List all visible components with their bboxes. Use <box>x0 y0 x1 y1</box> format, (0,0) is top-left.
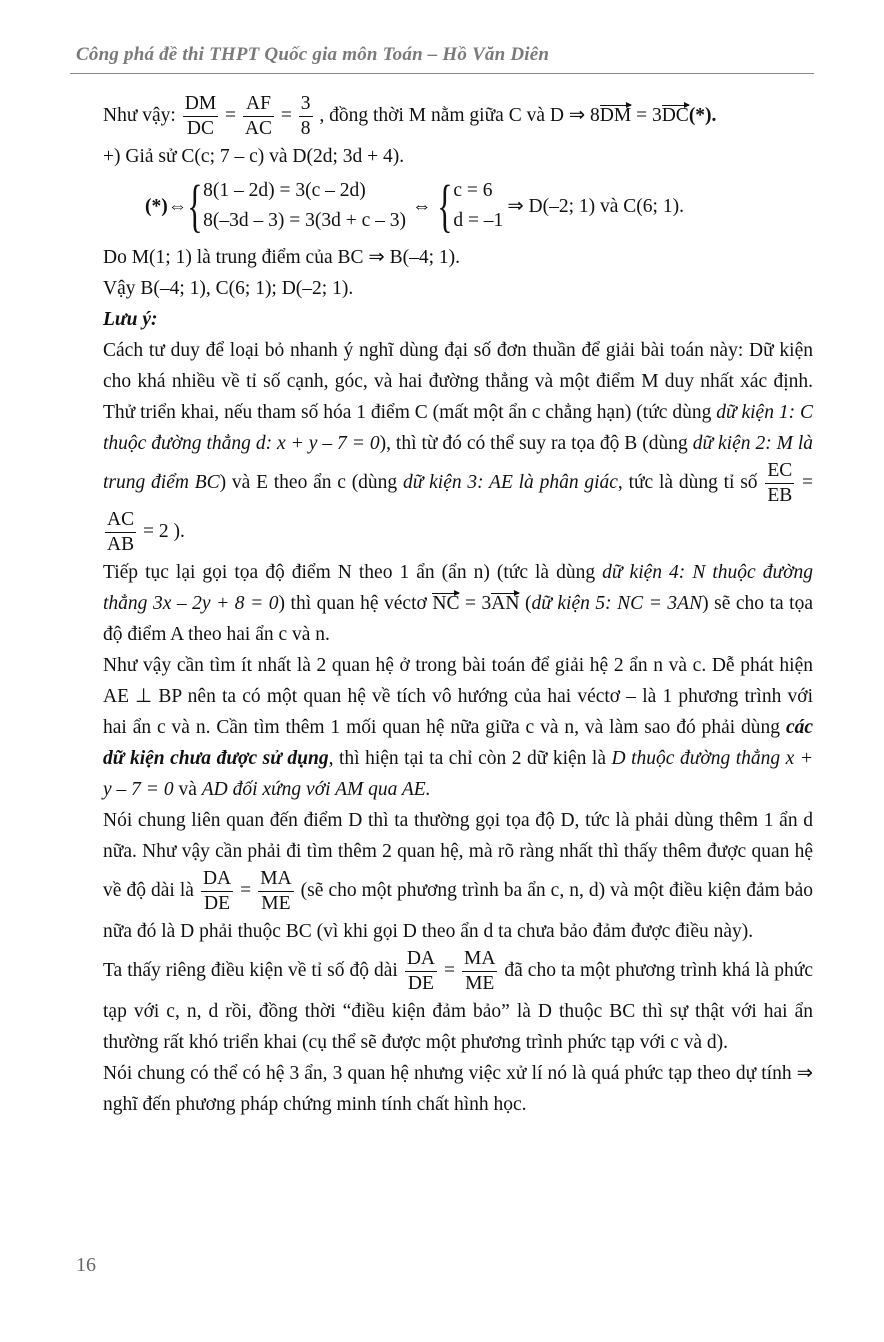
fraction-denominator: DE <box>204 893 231 914</box>
fraction <box>405 947 437 996</box>
emphasized-text: Lưu ý: <box>103 309 158 330</box>
paragraphs-after-system <box>103 242 813 1120</box>
text: Do M(1; 1) là trung điểm của BC ⇒ B(–4; 1). <box>103 247 460 268</box>
fraction-denominator: DE <box>407 973 434 994</box>
fraction-denominator: EB <box>767 485 793 506</box>
text: (sẽ cho một phương trình ba ẩn c, n, d) và một điều kiện đảm bảo nữa đó là D phải thuộc BC (vì khi gọi D theo ẩn d ta chưa bảo đảm được điều này). <box>103 879 813 942</box>
running-header: Công phá đề thi THPT Quốc gia môn Toán – Hồ Văn Diên <box>76 44 550 65</box>
fraction <box>183 92 218 141</box>
paragraph <box>103 805 813 947</box>
system-conclusion: ⇒ D(–2; 1) và C(6; 1). <box>507 195 684 217</box>
fraction-numerator: 3 <box>299 92 313 117</box>
fraction-numerator: EC <box>765 459 794 484</box>
fraction <box>765 459 794 508</box>
text: ), thì từ đó có thể suy ra tọa độ B (dùng <box>379 433 693 454</box>
equation-1: 8(1 – 2d) = 3(c – 2d) <box>203 180 366 201</box>
fraction <box>258 867 293 916</box>
solution-d: d = –1 <box>453 210 504 231</box>
fraction-denominator: 8 <box>300 118 311 139</box>
text: , tức là dùng tỉ số <box>617 471 764 493</box>
text: Cách tư duy để loại bỏ nhanh ý nghĩ dùng đại số đơn thuần để giải bài toán này: Dữ kiện cho khá nhiều về tỉ số cạnh, góc, và hai đường thẳng và một điểm M duy nhất xác định. Thử triển khai, nếu tham số hóa 1 điểm C (mất một ẩn c chẳng hạn) (tức dùng <box>103 340 813 423</box>
text: Vậy B(–4; 1), C(6; 1); D(–2; 1). <box>103 278 354 299</box>
text: = <box>220 104 241 126</box>
emphasized-text: (*). <box>688 104 717 126</box>
equivalence-symbol: ⇔ <box>411 195 432 217</box>
text: = <box>235 879 257 901</box>
fraction-denominator: ME <box>465 973 495 994</box>
fraction-numerator: MA <box>462 947 497 972</box>
emphasized-text: dữ kiện 1: C thuộc đường thẳng d: x + y – 7 = 0 <box>103 402 813 454</box>
paragraph <box>103 947 813 1058</box>
paragraph <box>103 273 813 304</box>
emphasized-text: các dữ kiện chưa được sử dụng <box>103 717 813 769</box>
fraction-denominator: DC <box>186 118 214 139</box>
fraction <box>243 92 274 141</box>
left-brace: { <box>187 173 203 238</box>
text: ) và E theo ẩn c (dùng <box>219 471 403 493</box>
fraction <box>105 508 136 557</box>
fraction-numerator: DM <box>183 92 218 117</box>
fraction-denominator: AC <box>244 118 272 139</box>
paragraph <box>103 92 813 141</box>
fraction-denominator: AB <box>107 534 135 555</box>
fraction-numerator: DA <box>405 947 437 972</box>
vector: DM <box>599 104 632 126</box>
text: = <box>439 959 460 981</box>
paragraph <box>103 141 813 172</box>
fraction <box>462 947 497 996</box>
fraction-denominator: ME <box>261 893 291 914</box>
solution-c: c = 6 <box>453 180 493 201</box>
text: Tiếp tục lại gọi tọa độ điểm N theo 1 ẩn (ẩn n) (tức là dùng <box>103 562 603 583</box>
fraction-numerator: AC <box>105 508 136 533</box>
text: ) sẽ cho ta tọa độ điểm A theo hai ẩn c và n. <box>103 593 813 645</box>
equation-2: 8(–3d – 3) = 3(3d + c – 3) <box>203 210 406 231</box>
paragraphs-before-system <box>103 92 813 172</box>
fraction <box>201 867 233 916</box>
vector: DC <box>661 104 689 126</box>
emphasized-text: dữ kiện 4: N thuộc đường thẳng 3x – 2y + 8 = 0 <box>103 562 813 614</box>
vector: AN <box>491 593 520 614</box>
text: ) thì quan hệ véctơ <box>278 593 433 614</box>
text: = 3 <box>459 593 492 614</box>
paragraph <box>103 242 813 273</box>
text: = 3 <box>631 104 662 126</box>
text: Như vậy cần tìm ít nhất là 2 quan hệ ở trong bài toán để giải hệ 2 ẩn n và c. Dễ phát hiện AE ⊥ BP nên ta có một quan hệ về tích vô hướng của hai véctơ – là 1 phương trình với hai ẩn c và n. Cần tìm thêm 1 mối quan hệ nữa giữa c và n, và làm sao đó phải dùng <box>103 655 813 738</box>
text: = 2 ). <box>138 520 185 542</box>
emphasized-text: dữ kiện 3: AE là phân giác <box>402 471 618 493</box>
text: Ta thấy riêng điều kiện về tỉ số độ dài <box>103 959 403 981</box>
text: , thì hiện tại ta chỉ còn 2 dữ kiện là <box>328 748 612 769</box>
text: Như vậy: <box>103 104 181 126</box>
text: và <box>173 779 202 800</box>
text: Nói chung có thể có hệ 3 ẩn, 3 quan hệ nhưng việc xử lí nó là quá phức tạp theo dự tính ⇒ nghĩ đến phương pháp chứng minh tính chất hình học. <box>103 1063 813 1115</box>
text: +) Giả sử C(c; 7 – c) và D(2d; 3d + 4). <box>103 146 405 167</box>
emphasized-text: dữ kiện 5: NC = 3AN <box>531 593 703 614</box>
fraction <box>299 92 313 141</box>
paragraph <box>103 650 813 805</box>
vector: NC <box>432 593 460 614</box>
emphasized-text: AD đối xứng với AM qua AE. <box>201 779 431 800</box>
fraction-numerator: AF <box>243 92 274 117</box>
text: đã cho ta một phương trình khá là phức tạp với c, n, d rồi, đồng thời “điều kiện đảm bảo” là D thuộc BC thì sự thật với hai ẩn thường rất khó triển khai (cụ thể sẽ được một phương trình phức tạp với c và d). <box>103 959 813 1053</box>
emphasized-text: D thuộc đường thẳng x + y – 7 = 0 <box>103 748 813 800</box>
text: , đồng thời M nằm giữa C và D ⇒ 8 <box>314 104 600 126</box>
fraction-numerator: DA <box>201 867 233 892</box>
system-solutions <box>453 176 503 236</box>
emphasized-text: dữ kiện 2: M là trung điểm BC <box>103 433 813 493</box>
header-rule <box>70 73 814 74</box>
text: = <box>796 471 814 493</box>
paragraph <box>103 1058 813 1120</box>
paragraph <box>103 335 813 557</box>
text: = <box>276 104 297 126</box>
text: Nói chung liên quan đến điểm D thì ta thường gọi tọa độ D, tức là phải dùng thêm 1 ẩn d nữa. Như vậy cần phải đi tìm thêm 2 quan hệ, mà rõ ràng nhất thì thấy thêm được quan hệ về độ dài là <box>103 810 813 901</box>
left-brace: { <box>437 173 454 238</box>
paragraph <box>103 304 813 335</box>
page-body <box>103 92 813 1120</box>
paragraph <box>103 557 813 650</box>
fraction-numerator: MA <box>258 867 293 892</box>
text: ( <box>519 593 532 614</box>
equation-system <box>145 173 813 238</box>
page-number: 16 <box>76 1254 96 1276</box>
system-equations <box>203 176 406 236</box>
system-lead: (*)⇔ <box>145 195 188 217</box>
